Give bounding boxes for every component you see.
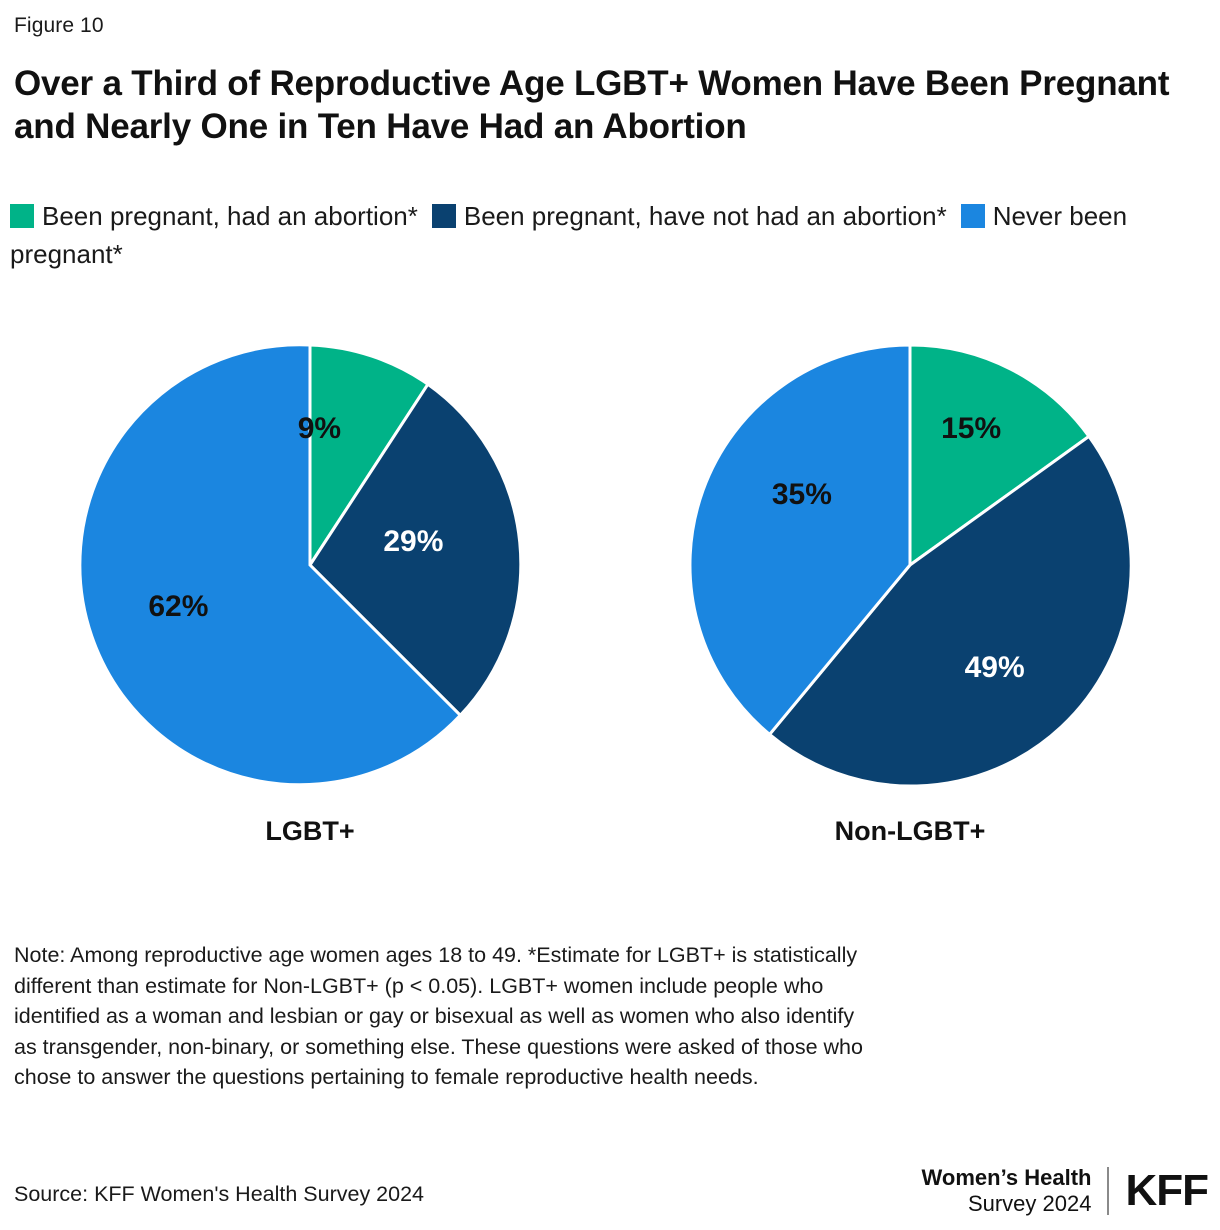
legend-swatch-icon	[961, 204, 985, 228]
legend-label: Been pregnant, had an abortion*	[42, 201, 418, 231]
legend-item-abortion	[10, 201, 418, 231]
pie-value-label-pregnant-no-abortion: 49%	[964, 651, 1025, 685]
pie-value-label-abortion: 15%	[941, 411, 1002, 445]
legend-swatch-icon	[10, 204, 34, 228]
pie-category-label-lgbt: LGBT+	[265, 816, 355, 846]
chart-legend	[10, 198, 1200, 273]
kff-logo: KFF	[1125, 1166, 1208, 1215]
brand-survey-line2: Survey 2024	[967, 1191, 1092, 1216]
legend-label: Never been pregnant*	[10, 201, 1128, 269]
pie-value-label-pregnant-no-abortion: 29%	[383, 524, 444, 558]
pie-wrap-non-lgbt	[675, 330, 1145, 800]
pie-value-label-abortion: 9%	[297, 411, 342, 445]
pie-chart-non-lgbt	[650, 330, 1170, 860]
pie-svg-lgbt	[75, 330, 545, 800]
page-title: Over a Third of Reproductive Age LGBT+ Women Have Been Pregnant and Nearly One in Ten Have Had an Abortion	[14, 64, 1170, 147]
legend-label: Been pregnant, have not had an abortion*	[463, 201, 947, 231]
legend-item-pregnant-no-abortion	[432, 201, 947, 231]
legend-swatch-icon	[432, 204, 456, 228]
figure-label: Figure 10	[14, 14, 104, 37]
brand-survey-text	[922, 1165, 1108, 1218]
pie-svg-non-lgbt	[675, 330, 1145, 800]
pie-chart-lgbt	[50, 330, 570, 860]
chart-source: Source: KFF Women's Health Survey 2024	[14, 1182, 425, 1206]
chart-note: Note: Among reproductive age women ages 18 to 49. *Estimate for LGBT+ is statistically different than estimate for Non-LGBT+ (p < 0.05). LGBT+ women include people who identified as a woman and lesbian or gay or bisexual as well as women who also identify as transgender, non-binary, or something else. These questions were asked of those who chose to answer the questions pertaining to female reproductive health needs.	[14, 943, 863, 1090]
pie-value-label-never-pregnant: 35%	[771, 477, 832, 511]
pie-value-label-never-pregnant: 62%	[148, 590, 209, 624]
brand-survey-line1: Women’s Health	[921, 1164, 1092, 1190]
brand-divider	[1107, 1167, 1109, 1215]
charts-container	[0, 330, 1220, 860]
pie-wrap-lgbt	[75, 330, 545, 800]
brand-block	[922, 1164, 1208, 1218]
pie-category-label-non-lgbt: Non-LGBT+	[834, 816, 986, 846]
